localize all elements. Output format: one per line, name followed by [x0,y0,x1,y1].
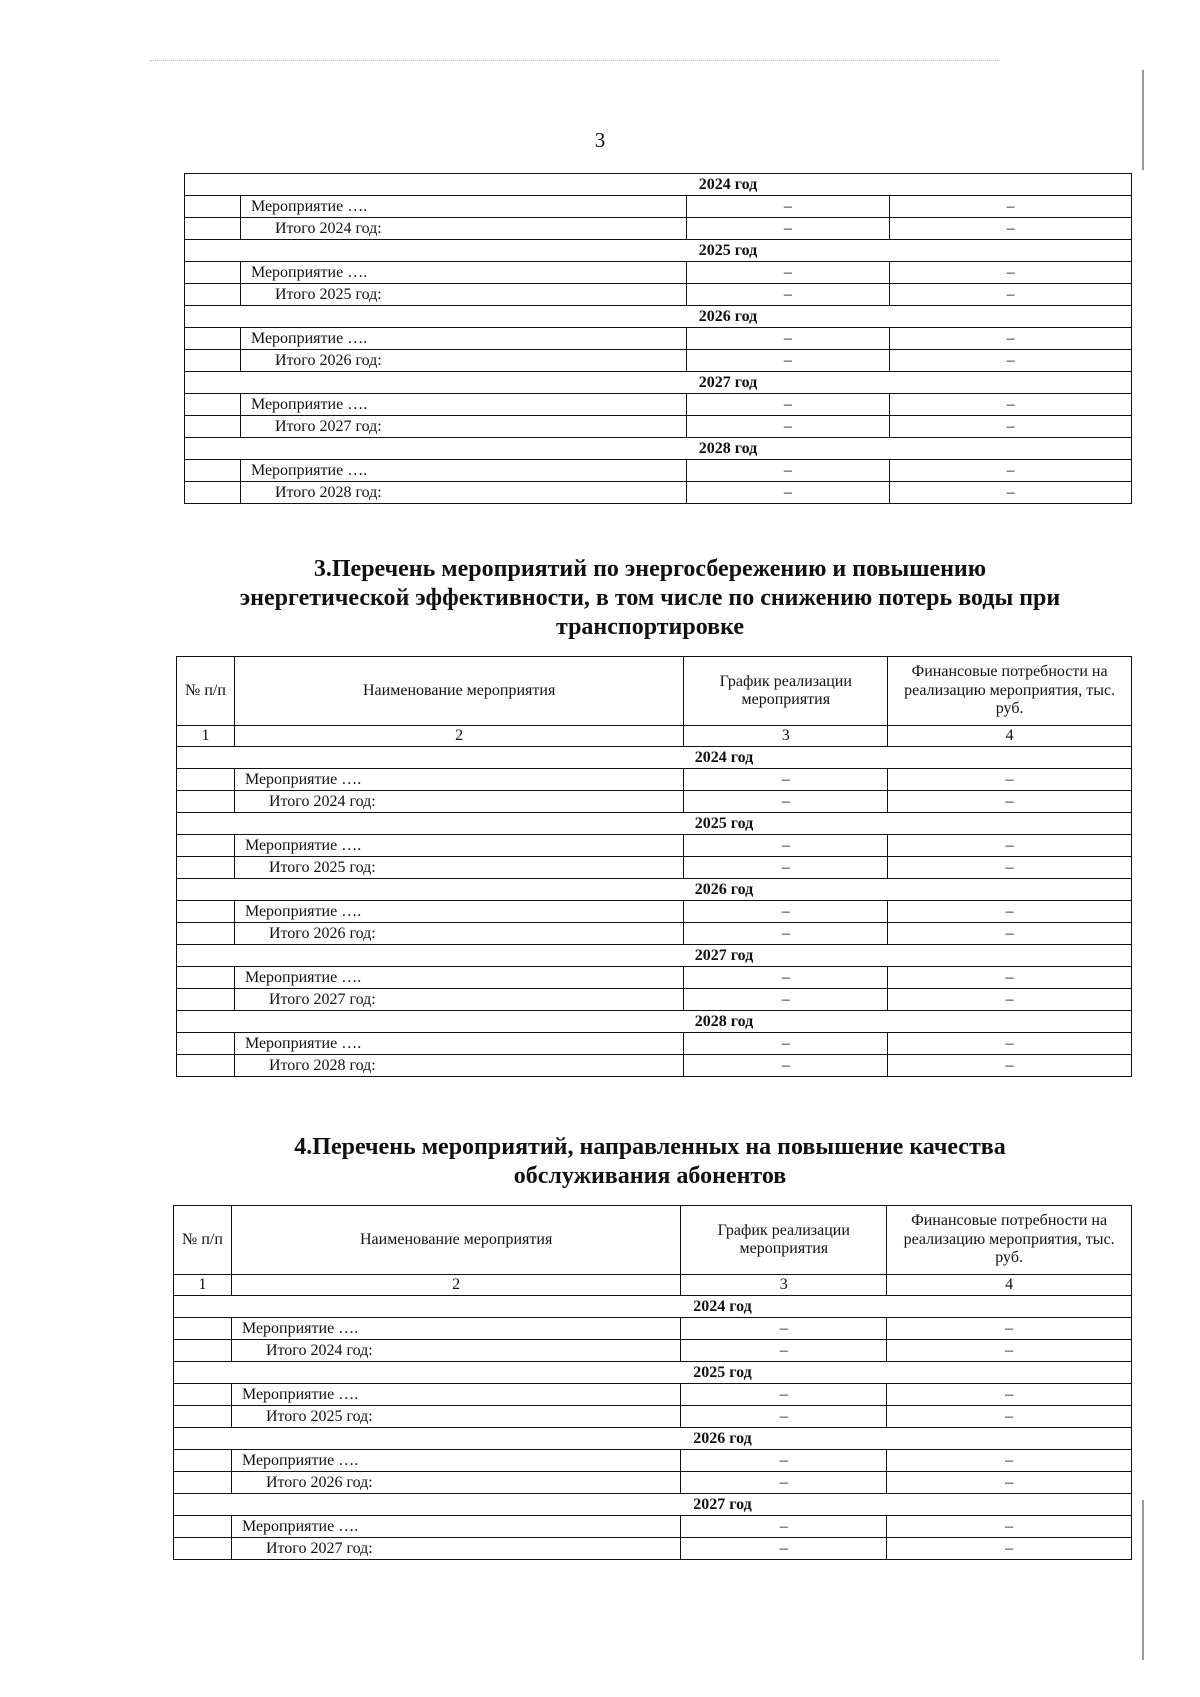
table-row [185,328,1132,350]
finance-cell: – [888,769,1132,791]
num-cell [185,416,241,438]
schedule-cell: – [686,218,890,240]
table-row [185,350,1132,372]
year-cell [177,747,1132,769]
finance-cell: – [890,196,1132,218]
year-label: 2026 год [693,1429,752,1447]
num-cell [174,1384,232,1406]
finance-cell: – [888,967,1132,989]
activity-name: Мероприятие …. [231,1516,680,1538]
finance-cell: – [887,1516,1132,1538]
column-number-row [177,726,1132,747]
num-cell [174,1340,232,1362]
total-label: Итого 2027 год: [234,989,683,1011]
year-row [174,1296,1132,1318]
year-label: 2027 год [694,946,754,964]
total-label: Итого 2027 год: [231,1538,680,1560]
schedule-cell: – [681,1538,887,1560]
finance-cell: – [890,394,1132,416]
column-number: 2 [231,1275,680,1296]
column-number: 4 [887,1275,1132,1296]
section-4-title-line: обслуживания абонентов [513,1162,787,1189]
energy-saving-table [176,656,1132,1077]
schedule-cell: – [684,857,888,879]
table-row [174,1318,1132,1340]
num-cell [174,1318,232,1340]
num-cell [185,460,241,482]
page-number: 3 [594,128,606,152]
table-row [177,1055,1132,1077]
column-number: 2 [234,726,683,747]
schedule-cell: – [681,1384,887,1406]
finance-cell: – [890,262,1132,284]
activity-name: Мероприятие …. [234,769,683,791]
year-label: 2027 год [693,1495,752,1513]
finance-cell: – [888,989,1132,1011]
total-label: Итого 2026 год: [240,350,686,372]
schedule-cell: – [681,1340,887,1362]
num-cell [185,394,241,416]
finance-cell: – [887,1384,1132,1406]
year-cell [174,1494,1132,1516]
schedule-cell: – [681,1516,887,1538]
num-cell [177,1055,235,1077]
schedule-cell: – [684,923,888,945]
continuation-table [184,173,1132,504]
table-row [177,857,1132,879]
total-label: Итого 2025 год: [231,1406,680,1428]
finance-cell: – [890,482,1132,504]
header-finance: Финансовые потребности на реализацию мероприятия, тыс. руб. [887,1206,1132,1275]
num-cell [185,218,241,240]
table-row [177,967,1132,989]
activity-name: Мероприятие …. [231,1450,680,1472]
year-cell [185,306,1132,328]
finance-cell: – [888,901,1132,923]
num-cell [177,857,235,879]
finance-cell: – [890,460,1132,482]
finance-cell: – [890,284,1132,306]
schedule-cell: – [684,769,888,791]
schedule-cell: – [686,482,890,504]
total-label: Итого 2024 год: [240,218,686,240]
table-row [177,989,1132,1011]
activity-name: Мероприятие …. [240,394,686,416]
num-cell [177,835,235,857]
table-row [174,1472,1132,1494]
table-row [177,923,1132,945]
section-3-title [160,555,1140,641]
table-header-row [177,657,1132,726]
section-4-title [160,1133,1140,1191]
num-cell [174,1450,232,1472]
finance-cell: – [887,1318,1132,1340]
table-row [185,460,1132,482]
year-label: 2028 год [698,439,758,457]
section-3-title-line: энергетической эффективности, в том числе по снижению потерь воды при [239,584,1061,611]
year-cell [177,813,1132,835]
finance-cell: – [890,328,1132,350]
activity-name: Мероприятие …. [231,1318,680,1340]
schedule-cell: – [684,1033,888,1055]
year-label: 2025 год [698,241,758,259]
total-label: Итого 2024 год: [234,791,683,813]
column-number: 1 [177,726,235,747]
schedule-cell: – [686,460,890,482]
year-cell [185,240,1132,262]
year-row [174,1494,1132,1516]
year-cell [177,945,1132,967]
num-cell [174,1472,232,1494]
finance-cell: – [887,1450,1132,1472]
table-row [177,835,1132,857]
activity-name: Мероприятие …. [240,460,686,482]
schedule-cell: – [686,394,890,416]
num-cell [177,1033,235,1055]
table-row [174,1384,1132,1406]
table-row [174,1340,1132,1362]
num-cell [177,989,235,1011]
schedule-cell: – [684,901,888,923]
year-row [177,879,1132,901]
table-row [174,1516,1132,1538]
year-row [177,945,1132,967]
num-cell [177,967,235,989]
year-label: 2024 год [698,175,758,193]
year-row [177,747,1132,769]
year-label: 2024 год [694,748,754,766]
year-row [185,174,1132,196]
num-cell [185,196,241,218]
year-cell [174,1362,1132,1384]
year-label: 2026 год [698,307,758,325]
table-row [174,1450,1132,1472]
finance-cell: – [888,791,1132,813]
year-cell [177,879,1132,901]
table-row [185,218,1132,240]
section-3-title-line: транспортировке [556,613,744,640]
schedule-cell: – [681,1406,887,1428]
schedule-cell: – [684,1055,888,1077]
schedule-cell: – [681,1318,887,1340]
scan-noise-top [150,60,1000,62]
num-cell [177,923,235,945]
year-row [174,1362,1132,1384]
table-header-row [174,1206,1132,1275]
column-number: 4 [888,726,1132,747]
finance-cell: – [887,1472,1132,1494]
num-cell [177,791,235,813]
schedule-cell: – [686,262,890,284]
total-label: Итого 2026 год: [231,1472,680,1494]
finance-cell: – [887,1406,1132,1428]
finance-cell: – [887,1340,1132,1362]
schedule-cell: – [684,835,888,857]
year-label: 2028 год [694,1012,754,1030]
section-4-title-line: 4.Перечень мероприятий, направленных на повышение качества [294,1134,1006,1160]
year-row [185,240,1132,262]
year-label: 2027 год [698,373,758,391]
activity-name: Мероприятие …. [234,835,683,857]
activity-name: Мероприятие …. [240,196,686,218]
schedule-cell: – [684,791,888,813]
header-finance: Финансовые потребности на реализацию мероприятия, тыс. руб. [888,657,1132,726]
year-row [185,372,1132,394]
num-cell [185,262,241,284]
finance-cell: – [888,923,1132,945]
table-row [185,196,1132,218]
table-row [174,1406,1132,1428]
finance-cell: – [888,835,1132,857]
num-cell [174,1406,232,1428]
activity-name: Мероприятие …. [234,967,683,989]
year-cell [185,372,1132,394]
total-label: Итого 2025 год: [240,284,686,306]
num-cell [177,769,235,791]
column-number: 3 [681,1275,887,1296]
section-3-title-line: 3.Перечень мероприятий по энергосбережению и повышению [313,556,987,582]
total-label: Итого 2024 год: [231,1340,680,1362]
total-label: Итого 2026 год: [234,923,683,945]
year-row [185,438,1132,460]
finance-cell: – [888,857,1132,879]
year-cell [174,1296,1132,1318]
table-row [185,416,1132,438]
total-label: Итого 2028 год: [240,482,686,504]
num-cell [174,1516,232,1538]
table-row [185,284,1132,306]
activity-name: Мероприятие …. [240,328,686,350]
schedule-cell: – [686,284,890,306]
table-row [174,1538,1132,1560]
total-label: Итого 2025 год: [234,857,683,879]
column-number-row [174,1275,1132,1296]
year-row [174,1428,1132,1450]
column-number: 3 [684,726,888,747]
header-name: Наименование мероприятия [231,1206,680,1275]
scan-edge-mark [1142,70,1144,170]
header-num: № п/п [174,1206,232,1275]
service-quality-table [173,1205,1132,1560]
table-row [185,482,1132,504]
scan-edge-mark [1142,1500,1144,1660]
year-row [177,813,1132,835]
year-cell [185,438,1132,460]
num-cell [174,1538,232,1560]
finance-cell: – [888,1055,1132,1077]
num-cell [185,482,241,504]
schedule-cell: – [686,350,890,372]
finance-cell: – [887,1538,1132,1560]
finance-cell: – [888,1033,1132,1055]
column-number: 1 [174,1275,232,1296]
schedule-cell: – [686,196,890,218]
year-label: 2025 год [694,814,754,832]
year-cell [174,1428,1132,1450]
year-label: 2024 год [693,1297,752,1315]
table-row [177,769,1132,791]
year-row [185,306,1132,328]
header-schedule: График реализации мероприятия [681,1206,887,1275]
total-label: Итого 2027 год: [240,416,686,438]
table-row [177,1033,1132,1055]
activity-name: Мероприятие …. [231,1384,680,1406]
header-num: № п/п [177,657,235,726]
year-label: 2025 год [693,1363,752,1381]
year-label: 2026 год [694,880,754,898]
header-name: Наименование мероприятия [234,657,683,726]
activity-name: Мероприятие …. [234,901,683,923]
schedule-cell: – [684,967,888,989]
table-row [177,901,1132,923]
table-row [177,791,1132,813]
num-cell [177,901,235,923]
year-cell [177,1011,1132,1033]
num-cell [185,350,241,372]
schedule-cell: – [681,1450,887,1472]
finance-cell: – [890,218,1132,240]
schedule-cell: – [681,1472,887,1494]
activity-name: Мероприятие …. [240,262,686,284]
table-row [185,262,1132,284]
finance-cell: – [890,416,1132,438]
table-row [185,394,1132,416]
schedule-cell: – [684,989,888,1011]
header-schedule: График реализации мероприятия [684,657,888,726]
year-row [177,1011,1132,1033]
num-cell [185,284,241,306]
finance-cell: – [890,350,1132,372]
schedule-cell: – [686,328,890,350]
num-cell [185,328,241,350]
total-label: Итого 2028 год: [234,1055,683,1077]
activity-name: Мероприятие …. [234,1033,683,1055]
schedule-cell: – [686,416,890,438]
year-cell [185,174,1132,196]
